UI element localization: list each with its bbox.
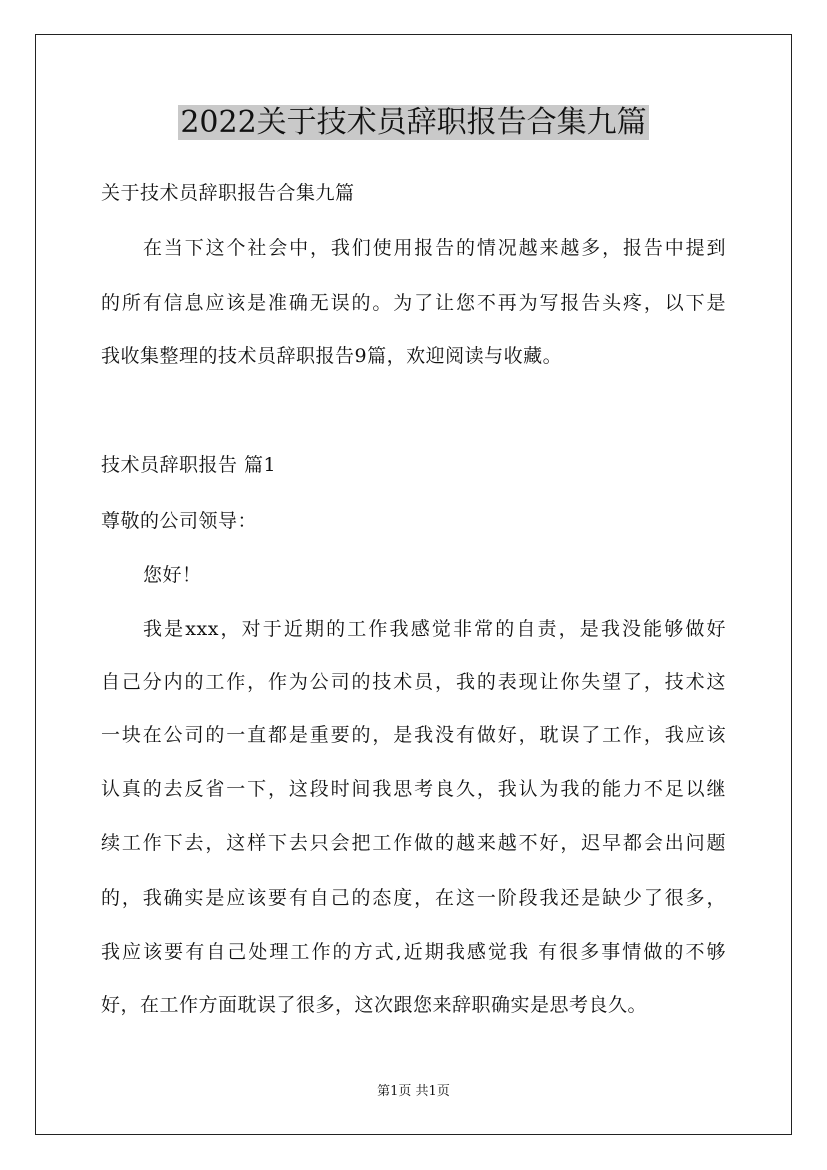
body-line: 我应该要有自己处理工作的方式,近期我感觉我 有很多事情做的不够: [101, 941, 726, 963]
body-line: 好，在工作方面耽误了很多，这次跟您来辞职确实是思考良久。: [101, 994, 648, 1016]
intro-line: 我收集整理的技术员辞职报告9篇，欢迎阅读与收藏。: [101, 345, 563, 367]
body-line: 续工作下去，这样下去只会把工作做的越来越不好，迟早都会出问题: [101, 832, 726, 854]
greeting: 您好！: [143, 564, 202, 586]
section-heading: 技术员辞职报告 篇1: [101, 454, 277, 476]
body-line: 一块在公司的一直都是重要的，是我没有做好，耽误了工作，我应该: [101, 724, 726, 746]
intro-line: 的所有信息应该是准确无误的。为了让您不再为写报告头疼，以下是: [101, 292, 726, 314]
body-line: 我是xxx，对于近期的工作我感觉非常的自责，是我没能够做好: [143, 618, 726, 640]
body-line: 自己分内的工作，作为公司的技术员，我的表现让你失望了，技术这: [101, 671, 726, 693]
body-line: 的，我确实是应该要有自己的态度，在这一阶段我还是缺少了很多，: [101, 887, 726, 909]
page-footer: 第1页 共1页: [377, 1084, 450, 1099]
document-title-text: 2022关于技术员辞职报告合集九篇: [180, 105, 647, 140]
intro-line: 在当下这个社会中，我们使用报告的情况越来越多，报告中提到: [143, 237, 726, 259]
document-subtitle: 关于技术员辞职报告合集九篇: [101, 182, 355, 204]
body-line: 认真的去反省一下，这段时间我思考良久，我认为我的能力不足以继: [101, 778, 726, 800]
document-title: [0, 100, 827, 146]
salutation: 尊敬的公司领导：: [101, 510, 258, 532]
